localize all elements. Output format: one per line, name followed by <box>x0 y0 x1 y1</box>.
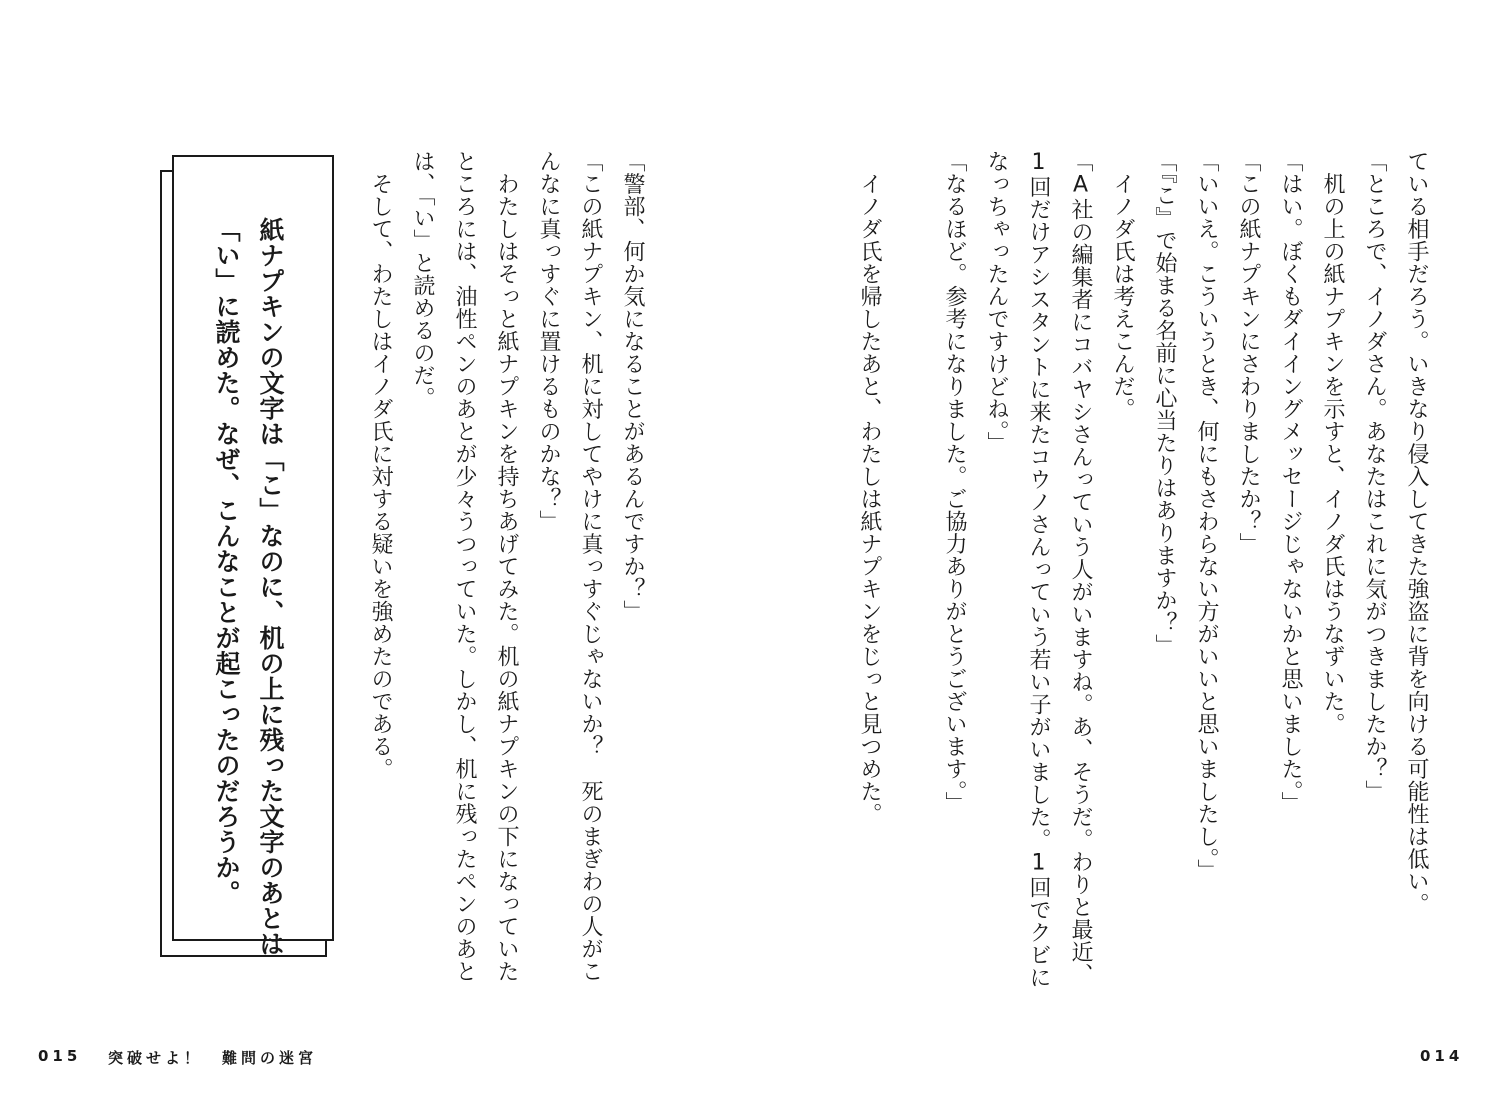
right-line-10: 1回だけアシスタントに来たコウノさんっていう若い子がいました。1回でクビに <box>1026 150 1051 989</box>
right-line-3: 机の上の紙ナプキンを示すと、イノダ氏はうなずいた。 <box>1320 150 1345 735</box>
left-line-3: んなに真っすぐに置けるものかな？」 <box>536 150 561 533</box>
left-line-6: は、「い」と読めるのだ。 <box>410 150 435 409</box>
right-line-5: 「この紙ナプキンにさわりましたか？」 <box>1236 150 1261 555</box>
right-line-12: 「なるほど。参考になりました。ご協力ありがとうございます。」 <box>942 150 967 814</box>
box-line-2: 「い」に読めた。なぜ、こんなことが起こったのだろうか。 <box>212 217 241 906</box>
left-line-2: 「この紙ナプキン、机に対してやけに真っすぐじゃないか？ 死のまぎわの人がこ <box>578 150 603 983</box>
right-line-13: イノダ氏を帰したあと、わたしは紙ナプキンをじっと見つめた。 <box>857 150 882 825</box>
right-line-7: 「『こ』で始まる名前に心当たりはありますか？」 <box>1152 150 1177 657</box>
left-line-4: わたしはそっと紙ナプキンを持ちあげてみた。机の紙ナプキンの下になっていた <box>494 150 519 983</box>
right-line-11: なっちゃったんですけどね。」 <box>984 150 1009 454</box>
right-line-8: イノダ氏は考えこんだ。 <box>1110 150 1135 420</box>
question-box <box>172 155 334 957</box>
box-line-1: 紙ナプキンの文字は「こ」なのに、机の上に残った文字のあとは <box>256 217 285 957</box>
left-page-number: 015 <box>38 1047 82 1065</box>
right-line-1: ている相手だろう。いきなり侵入してきた強盗に背を向ける可能性は低い。 <box>1404 150 1429 915</box>
left-line-1: 「警部、何か気になることがあるんですか？」 <box>620 150 645 623</box>
right-page-number: 014 <box>1420 1047 1464 1065</box>
left-line-7: そして、わたしはイノダ氏に対する疑いを強めたのである。 <box>368 150 393 780</box>
left-line-5: ところには、油性ペンのあとが少々うつっていた。しかし、机に残ったペンのあと <box>452 150 477 983</box>
book-title: 突破せよ！ 難問の迷宮 <box>108 1049 318 1067</box>
right-line-6: 「いいえ。こういうとき、何にもさわらない方がいいと思いましたし。」 <box>1194 150 1219 882</box>
right-line-9: 「A社の編集者にコバヤシさんっていう人がいますね。あ、そうだ。わりと最近、 <box>1068 150 1093 986</box>
right-line-2: 「ところで、イノダさん。あなたはこれに気がつきましたか？」 <box>1362 150 1387 803</box>
right-line-4: 「はい。ぼくもダイイングメッセージじゃないかと思いました。」 <box>1278 150 1303 814</box>
